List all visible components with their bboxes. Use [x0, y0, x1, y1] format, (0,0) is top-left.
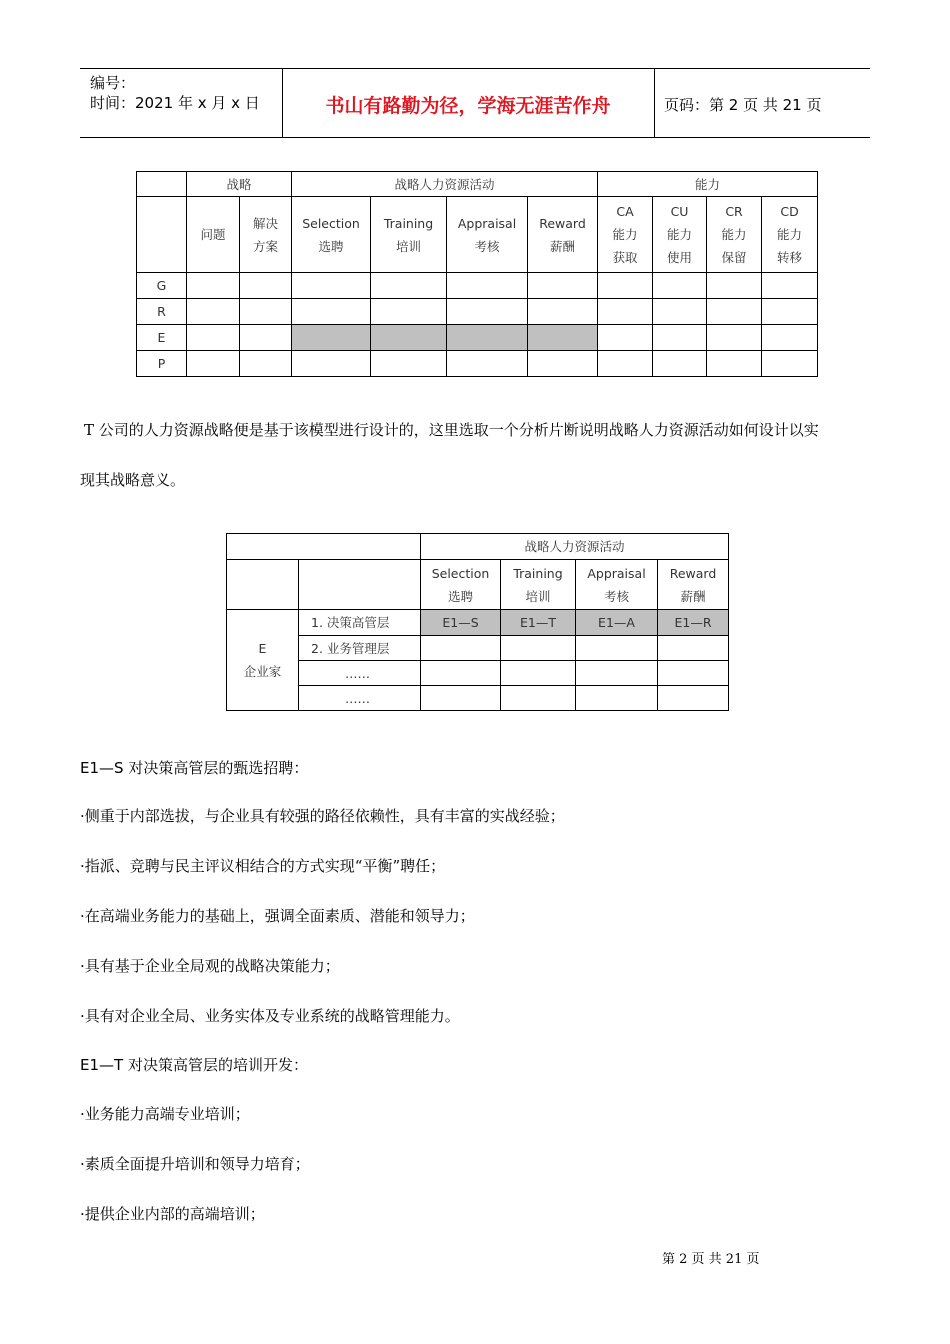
col-header-appraisal: Appraisal 考核: [447, 197, 528, 273]
col-header-solution: 解决 方案: [240, 197, 292, 273]
section-training-title: [80, 1055, 308, 1075]
col-header-cr: CR 能力 保留: [707, 197, 762, 273]
row-label-e: E: [137, 325, 187, 351]
level-decision-executives: 1. 决策高管层: [299, 610, 421, 636]
highlight-cell: [447, 325, 528, 351]
col-header-training: Training 培训: [501, 560, 576, 610]
blank-cell: [137, 197, 187, 273]
list-item: ·业务能力高端专业培训；: [80, 1105, 250, 1123]
page-footer: 第 2 页 共 21 页: [662, 1252, 760, 1267]
table-row: [137, 299, 818, 325]
row-label-g: G: [137, 273, 187, 299]
blank-cell: [227, 560, 299, 610]
highlight-cell: [292, 325, 371, 351]
col-header-cd: CD 能力 转移: [762, 197, 818, 273]
list-item: ·在高端业务能力的基础上，强调全面素质、潜能和领导力；: [80, 907, 475, 925]
col-header-selection: Selection 选聘: [292, 197, 371, 273]
table-row: [227, 661, 729, 686]
group-header-hr-activities: 战略人力资源活动: [292, 172, 598, 197]
table-row: [137, 273, 818, 299]
section-selection-title: [80, 758, 308, 778]
level-ellipsis: ……: [299, 661, 421, 686]
header-meta: [90, 73, 260, 113]
row-label-entrepreneur: E 企业家: [227, 610, 299, 711]
entrepreneur-activity-table: [226, 533, 729, 711]
list-item: ·侧重于内部选拔，与企业具有较强的路径依赖性，具有丰富的实战经验；: [80, 807, 565, 825]
table-row: [227, 636, 729, 661]
group-header-hr-activities: 战略人力资源活动: [421, 534, 729, 560]
row-label-p: P: [137, 351, 187, 377]
highlight-cell: [528, 325, 598, 351]
table-row: [227, 686, 729, 711]
list-item: ·具有基于企业全局观的战略决策能力；: [80, 957, 340, 975]
table-row: [227, 610, 729, 636]
section-title-text: 对决策高管层的培训开发：: [123, 1056, 308, 1074]
header-divider: [654, 69, 655, 137]
col-header-ca: CA 能力 获取: [598, 197, 653, 273]
col-header-appraisal: Appraisal 考核: [576, 560, 658, 610]
section-code: E1—S: [80, 759, 124, 777]
cell-e1-a: E1—A: [576, 610, 658, 636]
header-motto: 书山有路勤为径，学海无涯苦作舟: [325, 95, 611, 117]
col-header-selection: Selection 选聘: [421, 560, 501, 610]
strategy-model-table: [136, 171, 818, 377]
col-header-cu: CU 能力 使用: [653, 197, 707, 273]
document-header: [80, 68, 870, 138]
cell-e1-r: E1—R: [658, 610, 729, 636]
cell-e1-t: E1—T: [501, 610, 576, 636]
list-item: ·具有对企业全局、业务实体及专业系统的战略管理能力。: [80, 1007, 460, 1025]
header-page-info: 页码：第 2 页 共 21 页: [664, 96, 822, 114]
section-code: E1—T: [80, 1056, 124, 1074]
intro-line-2: 现其战略意义。: [80, 471, 186, 489]
level-ellipsis: ……: [299, 686, 421, 711]
group-header-strategy: 战略: [187, 172, 292, 197]
row-label-r: R: [137, 299, 187, 325]
section-title-text: 对决策高管层的甄选招聘：: [123, 759, 309, 777]
group-header-ability: 能力: [598, 172, 818, 197]
cell-e1-s: E1—S: [421, 610, 501, 636]
highlight-cell: [371, 325, 447, 351]
col-header-problem: 问题: [187, 197, 240, 273]
corner-cell: [137, 172, 187, 197]
blank-cell: [299, 560, 421, 610]
list-item: ·指派、竞聘与民主评议相结合的方式实现“平衡”聘任；: [80, 857, 446, 875]
intro-line-1: T 公司的人力资源战略便是基于该模型进行设计的，这里选取一个分析片断说明战略人力资源活动如何设计以实: [84, 421, 819, 439]
document-date: 时间：2021 年 x 月 x 日: [90, 94, 260, 112]
list-item: ·提供企业内部的高端培训；: [80, 1205, 265, 1223]
document-number: 编号：: [90, 74, 136, 92]
table-row: [137, 325, 818, 351]
col-header-reward: Reward 薪酬: [528, 197, 598, 273]
col-header-training: Training 培训: [371, 197, 447, 273]
list-item: ·素质全面提升培训和领导力培育；: [80, 1155, 310, 1173]
corner-cell: [227, 534, 421, 560]
col-header-reward: Reward 薪酬: [658, 560, 729, 610]
level-business-managers: 2. 业务管理层: [299, 636, 421, 661]
table-row: [137, 351, 818, 377]
